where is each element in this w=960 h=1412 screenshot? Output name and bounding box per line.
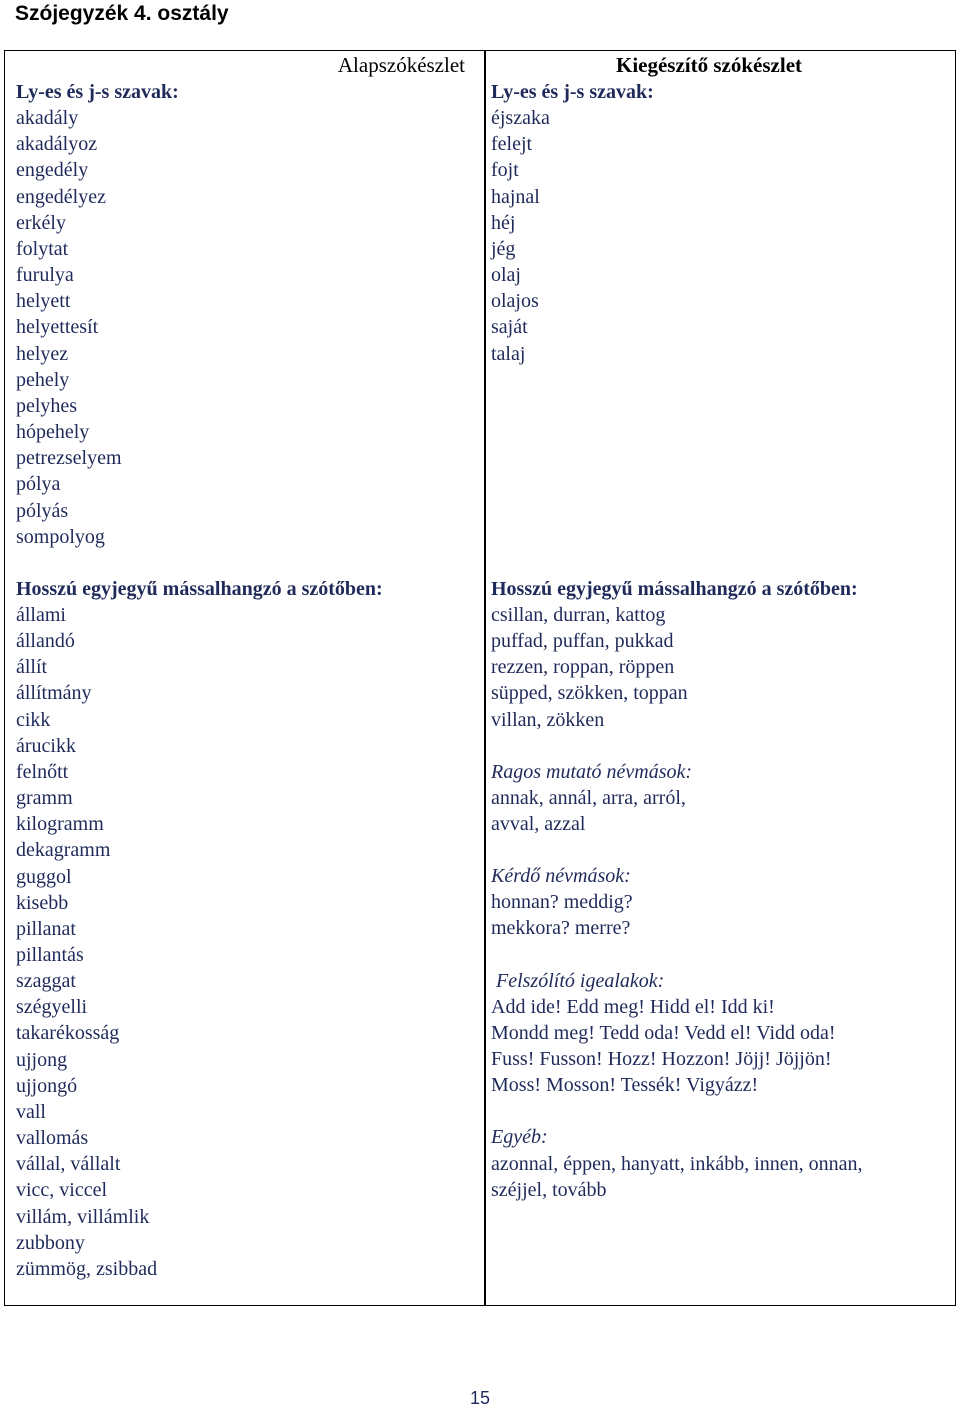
column-divider (484, 51, 486, 1305)
word-item: sompolyog (16, 525, 105, 548)
word-item: cikk (16, 708, 51, 731)
interrogative-pronouns-list (491, 889, 946, 941)
word-item: Add ide! Edd meg! Hidd el! Idd ki! (491, 995, 775, 1018)
word-item: kisebb (16, 891, 69, 914)
imperative-forms-list (491, 994, 946, 1099)
word-item: helyett (16, 290, 71, 313)
word-item: villám, villámlik (16, 1205, 150, 1228)
ly-j-word-list (16, 105, 471, 550)
word-item: csillan, durran, kattog (491, 603, 666, 626)
word-item: gramm (16, 787, 73, 810)
word-item: petrezselyem (16, 447, 122, 470)
word-item: avval, azzal (491, 812, 586, 835)
word-item: pillanat (16, 917, 76, 940)
word-item: furulya (16, 264, 74, 287)
word-item: süpped, szökken, toppan (491, 682, 688, 705)
demonstrative-pronouns-title: Ragos mutató névmások: (491, 760, 693, 783)
word-item: olaj (491, 264, 521, 287)
word-item: engedély (16, 159, 89, 182)
ly-j-words-title: Ly-es és j-s szavak: (16, 81, 179, 103)
document-title: Szójegyzék 4. osztály (15, 2, 229, 25)
word-item: vallomás (16, 1127, 89, 1150)
vocabulary-table (4, 50, 956, 1306)
word-item: talaj (491, 342, 526, 365)
word-item: guggol (16, 865, 72, 888)
word-item: állít (16, 656, 48, 679)
basic-vocabulary-column (16, 51, 471, 1282)
ly-j-word-list (491, 105, 946, 367)
double-consonant-word-list (491, 602, 946, 733)
word-item: éjszaka (491, 107, 550, 130)
word-item: zümmög, zsibbad (16, 1257, 158, 1280)
word-item: szaggat (16, 970, 76, 993)
word-item: pólyás (16, 499, 69, 522)
word-item: engedélyez (16, 185, 106, 208)
word-item: felnőtt (16, 760, 69, 783)
word-item: héj (491, 211, 516, 234)
word-item: széjjel, tovább (491, 1178, 607, 1201)
word-item: akadályoz (16, 133, 98, 156)
word-item: pehely (16, 368, 70, 391)
page-number: 15 (469, 1388, 491, 1408)
word-item: helyettesít (16, 316, 99, 339)
word-item: honnan? meddig? (491, 891, 633, 914)
word-item: folytat (16, 237, 69, 260)
word-item: mekkora? merre? (491, 917, 631, 940)
word-item: kilogramm (16, 813, 104, 836)
word-item: helyez (16, 342, 69, 365)
word-item: állítmány (16, 682, 92, 705)
word-item: felejt (491, 133, 533, 156)
word-item: Fuss! Fusson! Hozz! Hozzon! Jöjj! Jöjjön! (491, 1048, 832, 1071)
word-item: pelyhes (16, 394, 78, 417)
double-consonant-title: Hosszú egyjegyű mássalhangzó a szótőben: (491, 577, 858, 600)
double-consonant-title: Hosszú egyjegyű mássalhangzó a szótőben: (16, 577, 383, 600)
word-item: akadály (16, 107, 79, 130)
word-item: dekagramm (16, 839, 111, 862)
supplementary-vocabulary-column (491, 51, 946, 1203)
interrogative-pronouns-title: Kérdő névmások: (491, 865, 631, 888)
demonstrative-pronouns-list (491, 785, 946, 837)
double-consonant-word-list (16, 602, 471, 1282)
word-item: olajos (491, 290, 539, 313)
word-item: rezzen, roppan, röppen (491, 656, 675, 679)
word-item: zubbony (16, 1231, 85, 1254)
word-item: szégyelli (16, 996, 88, 1019)
word-item: pillantás (16, 944, 84, 966)
word-item: vicc, viccel (16, 1179, 108, 1202)
supplementary-vocabulary-header: Kiegészítő szókészlet (616, 53, 803, 77)
word-item: erkély (16, 211, 66, 234)
word-item: árucikk (16, 734, 76, 757)
word-item: Mondd meg! Tedd oda! Vedd el! Vidd oda! (491, 1021, 836, 1044)
word-item: hópehely (16, 421, 90, 444)
ly-j-words-title: Ly-es és j-s szavak: (491, 81, 654, 103)
word-item: puffad, puffan, pukkad (491, 630, 674, 653)
basic-vocabulary-header: Alapszókészlet (337, 53, 465, 77)
word-item: villan, zökken (491, 708, 605, 731)
word-item: saját (491, 316, 528, 339)
word-item: fojt (491, 159, 519, 182)
word-item: vall (16, 1100, 46, 1123)
other-words-list (491, 1151, 946, 1203)
other-words-title: Egyéb: (491, 1126, 548, 1149)
word-item: vállal, vállalt (16, 1153, 121, 1176)
word-item: annak, annál, arra, arról, (491, 786, 686, 809)
word-item: Moss! Mosson! Tessék! Vigyázz! (491, 1074, 759, 1097)
word-item: állandó (16, 630, 75, 653)
word-item: hajnal (491, 185, 540, 208)
word-item: pólya (16, 473, 61, 496)
word-item: azonnal, éppen, hanyatt, inkább, innen, onnan, (491, 1152, 863, 1175)
word-item: állami (16, 603, 66, 626)
word-item: jég (491, 237, 516, 260)
word-item: ujjong (16, 1048, 68, 1071)
imperative-forms-title: Felszólító igealakok: (491, 969, 665, 992)
word-item: takarékosság (16, 1022, 120, 1045)
word-item: ujjongó (16, 1074, 78, 1097)
